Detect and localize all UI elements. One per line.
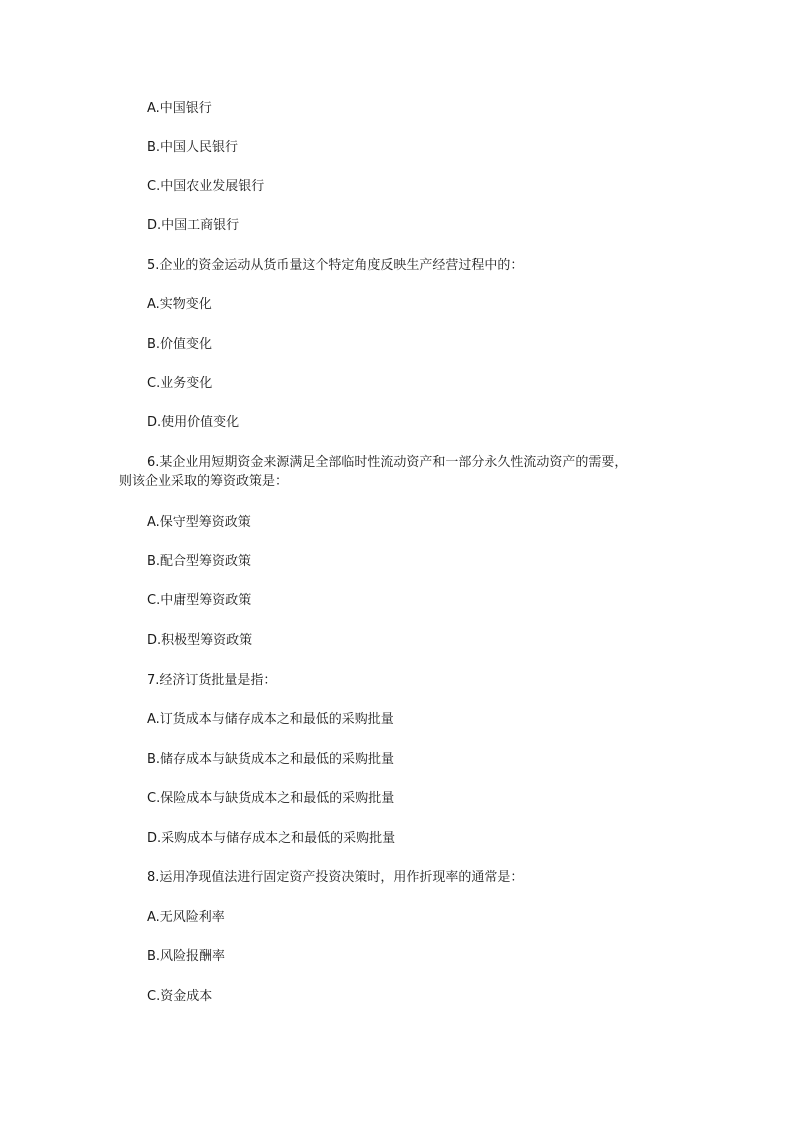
q7-question: 7.经济订货批量是指：: [147, 673, 277, 688]
q6-question-line-2: 则该企业采取的筹资政策是：: [119, 474, 289, 489]
q5-question: 5.企业的资金运动从货币量这个特定角度反映生产经营过程中的：: [147, 258, 524, 273]
q5-option-b: B.价值变化: [147, 337, 213, 352]
q8-option-a: A.无风险利率: [147, 910, 225, 925]
q8-question: 8.运用净现值法进行固定资产投资决策时，用作折现率的通常是：: [147, 870, 524, 885]
q7-option-c: C.保险成本与缺货成本之和最低的采购批量: [147, 791, 395, 806]
q8-option-c: C.资金成本: [147, 989, 213, 1004]
q7-option-b: B.储存成本与缺货成本之和最低的采购批量: [147, 752, 395, 767]
q5-option-a: A.实物变化: [147, 297, 212, 312]
q6-question-line-1: 6.某企业用短期资金来源满足全部临时性流动资产和一部分永久性流动资产的需要，: [147, 455, 628, 470]
q4-option-b: B.中国人民银行: [147, 140, 239, 155]
q4-option-d: D.中国工商银行: [147, 218, 240, 233]
q7-option-d: D.采购成本与储存成本之和最低的采购批量: [147, 831, 396, 846]
q6-option-b: B.配合型筹资政策: [147, 554, 252, 569]
q6-option-c: C.中庸型筹资政策: [147, 593, 252, 608]
q5-option-d: D.使用价值变化: [147, 415, 240, 430]
q6-option-d: D.积极型筹资政策: [147, 633, 253, 648]
q4-option-c: C.中国农业发展银行: [147, 179, 265, 194]
q7-option-a: A.订货成本与储存成本之和最低的采购批量: [147, 712, 394, 727]
q8-option-b: B.风险报酬率: [147, 949, 226, 964]
q5-option-c: C.业务变化: [147, 376, 213, 391]
q6-option-a: A.保守型筹资政策: [147, 515, 251, 530]
q4-option-a: A.中国银行: [147, 101, 212, 116]
